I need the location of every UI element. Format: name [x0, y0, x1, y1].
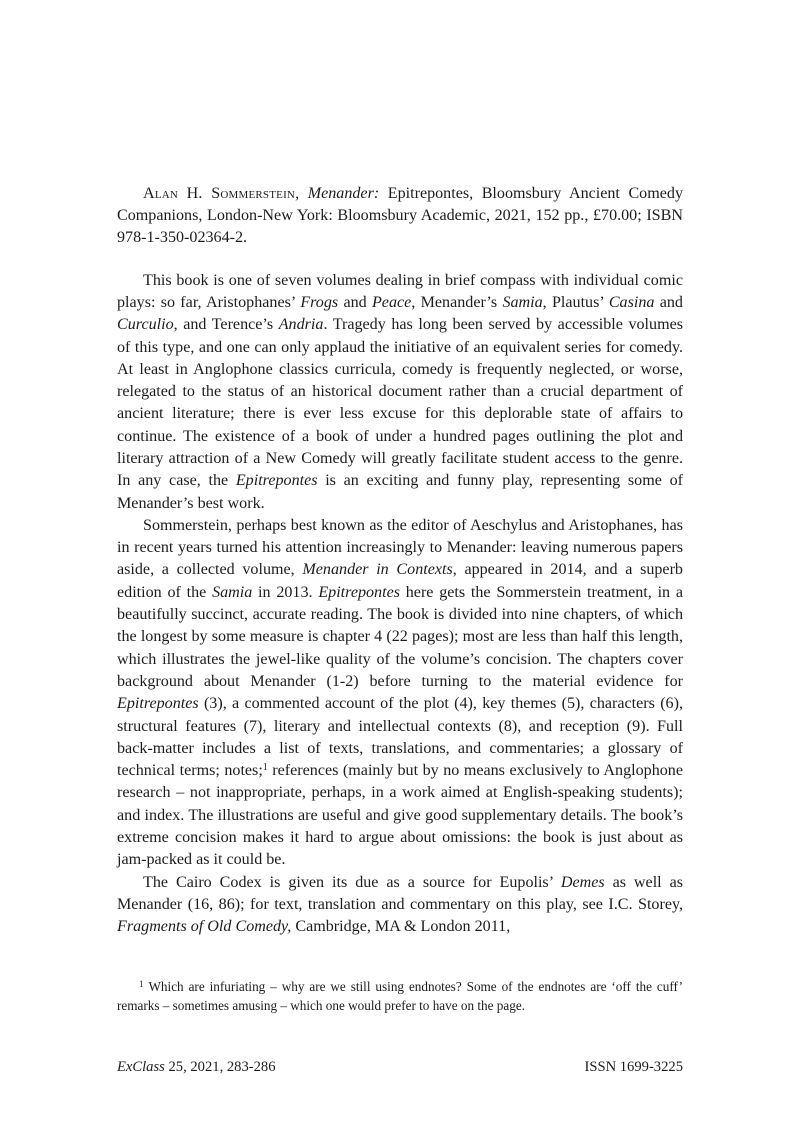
footnote-text: Which are infuriating – why are we still using endnotes? Some of the endnotes are ‘off the cuff’ remarks – sometimes amusing – which one would prefer to have on the page. [117, 979, 683, 1014]
citation-author-last: Sommerstein [211, 185, 296, 202]
citation-author-space [178, 185, 187, 202]
footer-journal-details: 25, 2021, 283-286 [164, 1059, 276, 1075]
p1-text-5: and [654, 293, 683, 311]
p3-title-demes: Demes [560, 873, 605, 891]
p2-title-epitrepontes-1: Epitrepontes [318, 583, 400, 601]
p3-text-2: as well as Menander (16, 86); for text, translation and commentary on this play, see I.C. Storey, [117, 873, 684, 913]
p1-text-7: . Tragedy has long been served by accessible volumes of this type, and one can only applaud the initiative of an equivalent series for comedy. At least in Anglophone classics curricula, comedy is frequently neglected, or worse, relegated to the status of an historical document rather than a crucial department of ancient literature; there is ever less excuse for this deplorable state of affairs to continue. The existence of a book of under a hundred pages outlining the plot and literary attraction of a New Comedy will greatly facilitate student access to the genre. In any case, the [117, 316, 684, 490]
citation-author-space2 [203, 185, 212, 202]
p2-text-5: (3), a commented account of the plot (4), key themes (5), characters (6), structural features (7), literary and intellectual contexts (8), and reception (9). Full back-matter includes a list of texts, translations, and commentaries; a glossary of technical terms; notes; [117, 695, 683, 780]
p2-text-4: here gets the Sommerstein treatment, in a beautifully succinct, accurate reading. The book is divided into nine chapters, of which the longest by some measure is chapter 4 (22 pages); most are less than half this length, which illustrates the jewel-like quality of the volume’s concision. The chapters cover background about Menander (1-2) before turning to the material evidence for [117, 583, 683, 690]
p1-title-frogs: Frogs [300, 293, 339, 311]
p2-title-samia: Samia [212, 583, 253, 601]
p1-title-peace: Peace [371, 293, 412, 311]
p2-title-epitrepontes-2: Epitrepontes [117, 695, 199, 713]
citation-author-first: Alan [143, 185, 179, 202]
p1-title-andria: Andria [278, 316, 324, 334]
p1-text-1: This book is one of seven volumes dealing in brief compass with individual comic plays: so far, Aristophanes’ [117, 271, 683, 311]
paragraph-3 [117, 872, 683, 939]
p2-text-1: Sommerstein, perhaps best known as the editor of Aeschylus and Aristophanes, has in recent years turned his attention increasingly to Menander: leaving numerous papers aside, a collected volume, [117, 516, 683, 579]
p1-text-2: and [338, 293, 372, 311]
footer-journal-name: ExClass [117, 1059, 165, 1075]
footer-journal-citation [117, 1057, 276, 1077]
page-footer [117, 1057, 683, 1077]
p1-title-curculio: Curculio [117, 316, 174, 334]
p2-text-6: references (mainly but by no means exclusively to Anglophone research – not inappropriate, perhaps, in a work aimed at English-speaking students); and index. The illustrations are useful and give good supplementary details. The book’s extreme concision makes it hard to argue about omissions: the book is just about as jam-packed as it could be. [117, 762, 683, 869]
footnote-number: 1 [139, 978, 144, 989]
book-citation-header [117, 183, 683, 250]
p3-title-fragments-of-old-comedy: Fragments of Old Comedy, [117, 918, 292, 936]
citation-comma: , [295, 185, 308, 202]
p2-title-menander-in-contexts: Menander in Contexts [302, 561, 453, 579]
citation-publication-details: Epitrepontes, Bloomsbury Ancient Comedy Companions, London-New York: Bloomsbury Academic, 2021, 152 pp., £70.00; ISBN 978-1-350-02364-2. [117, 185, 683, 247]
paragraph-1 [117, 270, 683, 515]
footer-issn: ISSN 1699-3225 [584, 1059, 683, 1075]
review-body [117, 270, 683, 939]
p3-text-1: The Cairo Codex is given its due as a source for Eupolis’ [143, 873, 561, 891]
footnote-block [117, 977, 683, 1016]
citation-author-middle: H. [186, 185, 203, 202]
p2-text-2: , appeared in 2014, and a superb edition of the [117, 561, 683, 601]
p1-text-8: is an exciting and funny play, representing some of Menander’s best work. [117, 472, 683, 512]
paragraph-2 [117, 515, 683, 872]
p1-text-4: , Plautus’ [542, 293, 609, 311]
p2-text-3: in 2013. [252, 583, 319, 601]
page-text-column [117, 183, 683, 939]
p1-text-6: , and Terence’s [173, 316, 279, 334]
p1-title-samia: Samia [502, 293, 543, 311]
p1-title-casina: Casina [608, 293, 655, 311]
p3-text-3: Cambridge, MA & London 2011, [291, 918, 511, 936]
citation-work-title: Menander: [307, 185, 380, 202]
footnote-reference-1[interactable]: 1 [262, 761, 268, 773]
p1-text-3: , Menander’s [411, 293, 503, 311]
p1-title-epitrepontes: Epitrepontes [235, 472, 318, 490]
